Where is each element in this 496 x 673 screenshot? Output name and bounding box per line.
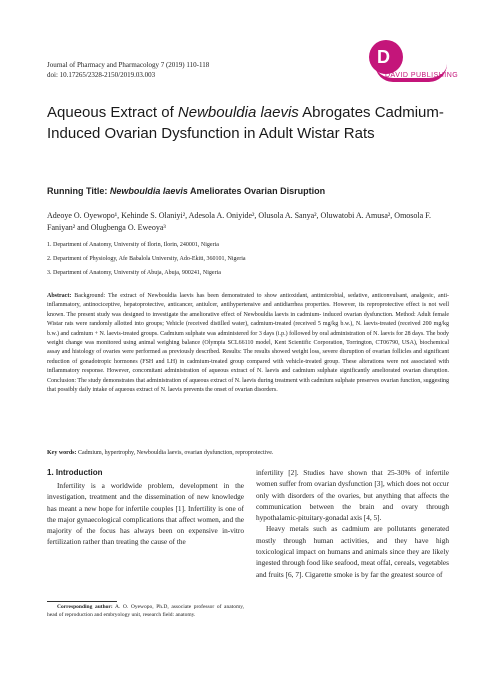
footnote-divider (47, 601, 117, 602)
paper-title: Aqueous Extract of Newbouldia laevis Abrogates Cadmium-Induced Ovarian Dysfunction in Adult Wistar Rats (47, 104, 444, 142)
keywords-label: Key words: (47, 450, 77, 456)
abstract-text: Background: The extract of Newbouldia laevis has been demonstrated to show antioxidant, antimicrobial, sedative, anticonvulsant, analgesic, anti-inflammatory, antinociceptive, hepatoprotective, anticancer, antiulcer, antihypertensive and antidiarrhea properties. However, its reproprotective effect is not well known. The present study was designed to investigate the ameliorative effect of Newbouldia laevis in cadmium- induced ovarian dysfunction. Method: Adult female Wistar rats were randomly allotted into groups; Vehicle (received distilled water), cadmium-treated (received 5 mg/kg b.w.), N. laevis-treated (received 200 mg/kg b.w.) and cadmium + N. laevis-treated groups. Cadmium sulphate was administered for 3 days (i.p.) followed by oral administration of N. laevis for 28 days. The body weight change was monitored using animal weighing balance (Olympia SCL66110 model, Kent Scientific Corporation, Torrington, CT06790, USA), biochemical assay and histology of ovaries were performed as previously described. Results: The results showed weight loss, severe disruption of ovarian follicles and significant reduction of gonadotropic hormones (FSH and LH) in cadmium-treated group compared with vehicle-treated group. These alterations were not associated with inflammatory response. However, concomitant administration of aqueous extract of N. laevis and cadmium sulphate significantly ameliorated ovarian disruption. Conclusion: The study demonstrates that administration of aqueous extract of N. laevis during treatment with cadmium sulphate preserves ovarian function, suggesting that possibly daily intake of aqueous extract of N. laevis prevents the onset of ovarian disorders. (47, 293, 449, 394)
affiliation-2: 2. Department of Physiology, Afe Babalola University, Ado-Ekiti, 360101, Nigeria (47, 256, 246, 262)
section-heading-introduction: 1. Introduction (47, 468, 103, 477)
journal-doi: doi: 10.17265/2328-2150/2019.03.003 (47, 71, 156, 79)
keywords (47, 449, 449, 458)
footnote-label: Corresponding author: (57, 604, 113, 610)
abstract (47, 292, 449, 395)
logo-wordmark: DAVID PUBLISHING (385, 72, 459, 79)
intro-right-para-2: Heavy metals such as cadmium are pollutants generated mostly through human activities, and they have high toxicological impact on humans and animals since they are likely ingested through food like seafood, meat offal, cereals, vegetables and fruits [6, 7]. Cigarette smoke is by far the greatest source of (256, 524, 449, 579)
publisher-logo (355, 40, 459, 90)
abstract-label: Abstract: (47, 293, 72, 299)
intro-left-column: Infertility is a worldwide problem, development in the investigation, treatment and the dissemination of new knowledge has meant a new hope for infertile couples [1]. Infertility is one of the major gynaecological complications that affect women, and the majority of the focus has always been on expensive in-vitro fertilization rather than treating the cause of the (47, 481, 244, 547)
running-title: Running Title: Newbouldia laevis Ameliorates Ovarian Disruption (47, 186, 326, 196)
author-list: Adeoye O. Oyewopo¹, Kehinde S. Olaniyi², Adesola A. Oniyide², Olusola A. Sanya², Oluwatobi A. Amusa², Omosola F. Faniyan² and Olugbenga O. Eweoya³ (47, 211, 431, 232)
keywords-text: Cadmium, hypertrophy, Newbouldia laevis, ovarian dysfunction, reproprotective. (76, 450, 274, 456)
corresponding-author-footnote (47, 603, 244, 619)
footnote-text: A. O. Oyewopo, Ph.D, associate professor of anatomy, head of reproduction and embryology unit, research field: anatomy. (47, 604, 244, 618)
affiliation-3: 3. Department of Anatomy, University of Abuja, Abuja, 900241, Nigeria (47, 270, 221, 276)
intro-right-column (256, 467, 449, 580)
journal-header (47, 60, 209, 80)
affiliation-1: 1. Department of Anatomy, University of Ilorin, Ilorin, 240001, Nigeria (47, 242, 219, 248)
journal-citation: Journal of Pharmacy and Pharmacology 7 (2019) 110-118 (47, 61, 210, 69)
title-species: Newbouldia laevis (177, 104, 299, 121)
logo-letter: D (377, 47, 390, 67)
intro-right-para-1: infertility [2]. Studies have shown that 25-30% of infertile women suffer from ovarian dysfunction [3], which does not occur only with disorders of the ovaries, but anything that affects the communication between the brain and ovary through hypothalamic-pituitary-gonadal axis [4, 5]. (256, 468, 449, 523)
